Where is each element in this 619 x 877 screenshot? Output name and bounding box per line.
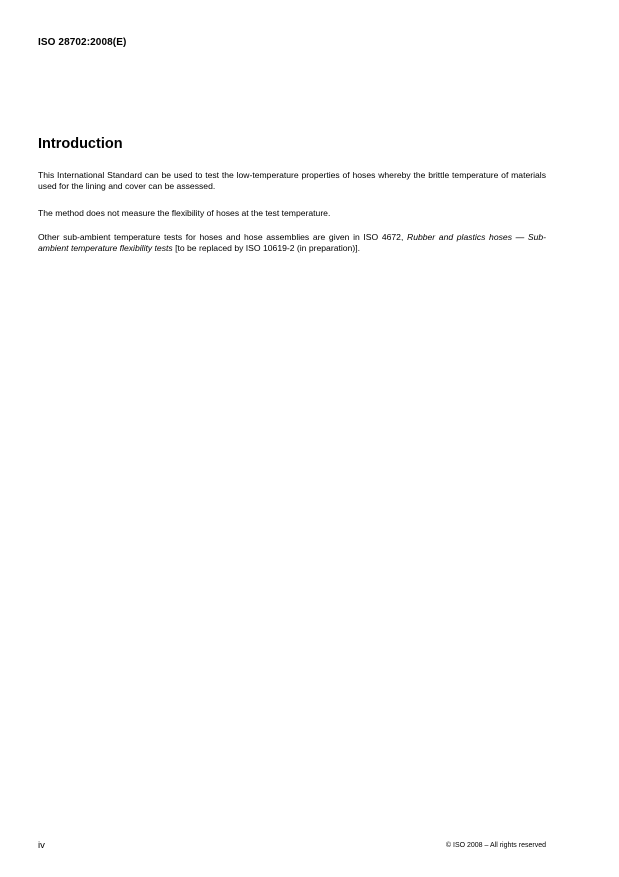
copyright-notice: © ISO 2008 – All rights reserved [445, 842, 546, 849]
paragraph-3-text-end: [to be replaced by ISO 10619-2 (in preparation)]. [172, 243, 360, 253]
referenced-standard-title: Rubber and plastics hoses — Sub-ambient temperature flexibility tests [38, 232, 546, 253]
document-id-header: ISO 28702:2008(E) [38, 37, 127, 48]
paragraph-1: This International Standard can be used to test the low-temperature properties of hoses whereby the brittle temperature of materials used for the lining and cover can be assessed. [38, 170, 546, 191]
paragraph-2: The method does not measure the flexibility of hoses at the test temperature. [38, 208, 331, 218]
paragraph-3-text-start: Other sub-ambient temperature tests for hoses and hose assemblies are given in ISO 4672, [38, 232, 407, 242]
paragraph-3 [38, 232, 546, 254]
page-number: iv [38, 840, 45, 851]
section-title: Introduction [38, 136, 123, 152]
